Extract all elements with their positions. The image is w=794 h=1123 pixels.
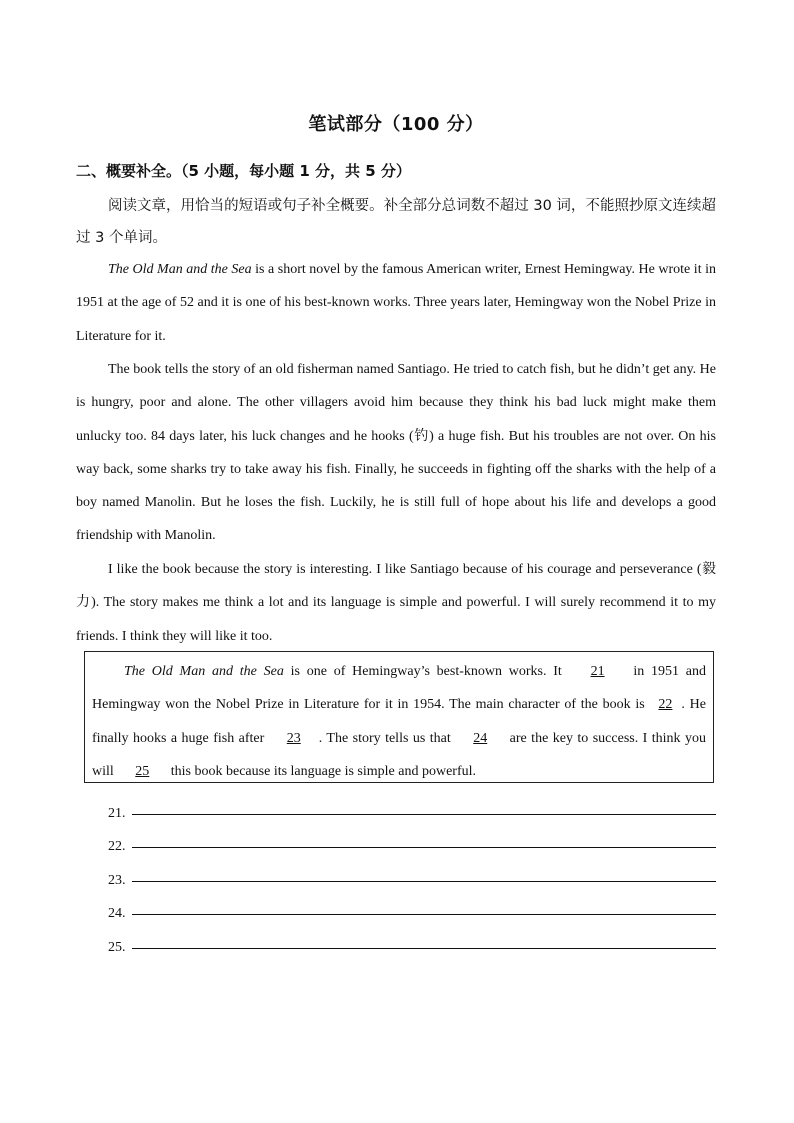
blank-24: 24 — [473, 730, 488, 746]
summary-book-title: The Old Man and the Sea — [124, 664, 284, 679]
blank-22: 22 — [658, 697, 673, 713]
answer-number: 22. — [108, 839, 126, 854]
answer-number: 21. — [108, 805, 126, 821]
blank-23: 23 — [286, 730, 301, 746]
passage-paragraph-1 — [76, 253, 716, 353]
answer-row-24 — [108, 889, 716, 923]
answer-number: 23. — [108, 872, 126, 888]
answer-line[interactable] — [132, 827, 716, 848]
summary-box — [84, 651, 714, 783]
section-heading: 二、概要补全。（5 小题，每小题 1 分，共 5 分） — [76, 162, 411, 180]
answer-row-23 — [108, 855, 716, 889]
summary-text: in 1951 and Hemingway won the Nobel Prize in Literature for it in 1954. The main character of the book is — [92, 664, 707, 713]
summary-text: is one of Hemingway’s best-known works. It — [283, 664, 569, 679]
page-title: 笔试部分（100 分） — [308, 114, 484, 135]
answer-row-22 — [108, 822, 716, 856]
answer-line[interactable] — [132, 794, 716, 815]
answer-row-21 — [108, 788, 716, 822]
answer-lines — [108, 788, 716, 956]
passage-paragraph-2: The book tells the story of an old fisherman named Santiago. He tried to catch fish, but he didn’t get any. He is hungry, poor and alone. The other villagers avoid him because they think his bad luck might make them unlucky too. 84 days later, his luck changes and he hooks (钓) a huge fish. But his troubles are not over. On his way back, some sharks try to take away his fish. Finally, he succeeds in fighting off the sharks with the help of a boy named Manolin. But he loses the fish. Luckily, he is still full of hope about his life and develops a good friendship with Manolin. — [76, 362, 716, 544]
book-title: The Old Man and the Sea — [108, 262, 252, 277]
blank-21: 21 — [590, 664, 605, 679]
answer-line[interactable] — [132, 861, 716, 882]
answer-line[interactable] — [132, 928, 716, 949]
answer-number: 25. — [108, 939, 126, 955]
passage-paragraph-3: I like the book because the story is interesting. I like Santiago because of his courage and perseverance (毅力). The story makes me think a lot and its language is simple and powerful. I will surely recommend it to my friends. I think they will like it too. — [76, 562, 716, 644]
summary-text: . The story tells us that — [318, 730, 456, 746]
paragraph-text: is a short novel by the famous American writer, Ernest Hemingway. He wrote it in 1951 at the age of 52 and it is one of his best-known works. Three years later, Hemingway won the Nobel Prize in Literature for it. — [76, 262, 717, 344]
answer-number: 24. — [108, 906, 126, 921]
answer-row-25 — [108, 922, 716, 956]
summary-text: . He finally hooks a huge fish after — [92, 697, 706, 746]
instructions-text: 阅读文章，用恰当的短语或句子补全概要。补全部分总词数不超过 30 词，不能照抄原文连续超过 3 个单词。 — [76, 198, 716, 246]
summary-text: are the key to success. I think you will — [92, 730, 706, 779]
blank-25: 25 — [135, 763, 150, 779]
summary-text: this book because its language is simple and powerful. — [167, 763, 476, 779]
answer-line[interactable] — [132, 894, 716, 915]
